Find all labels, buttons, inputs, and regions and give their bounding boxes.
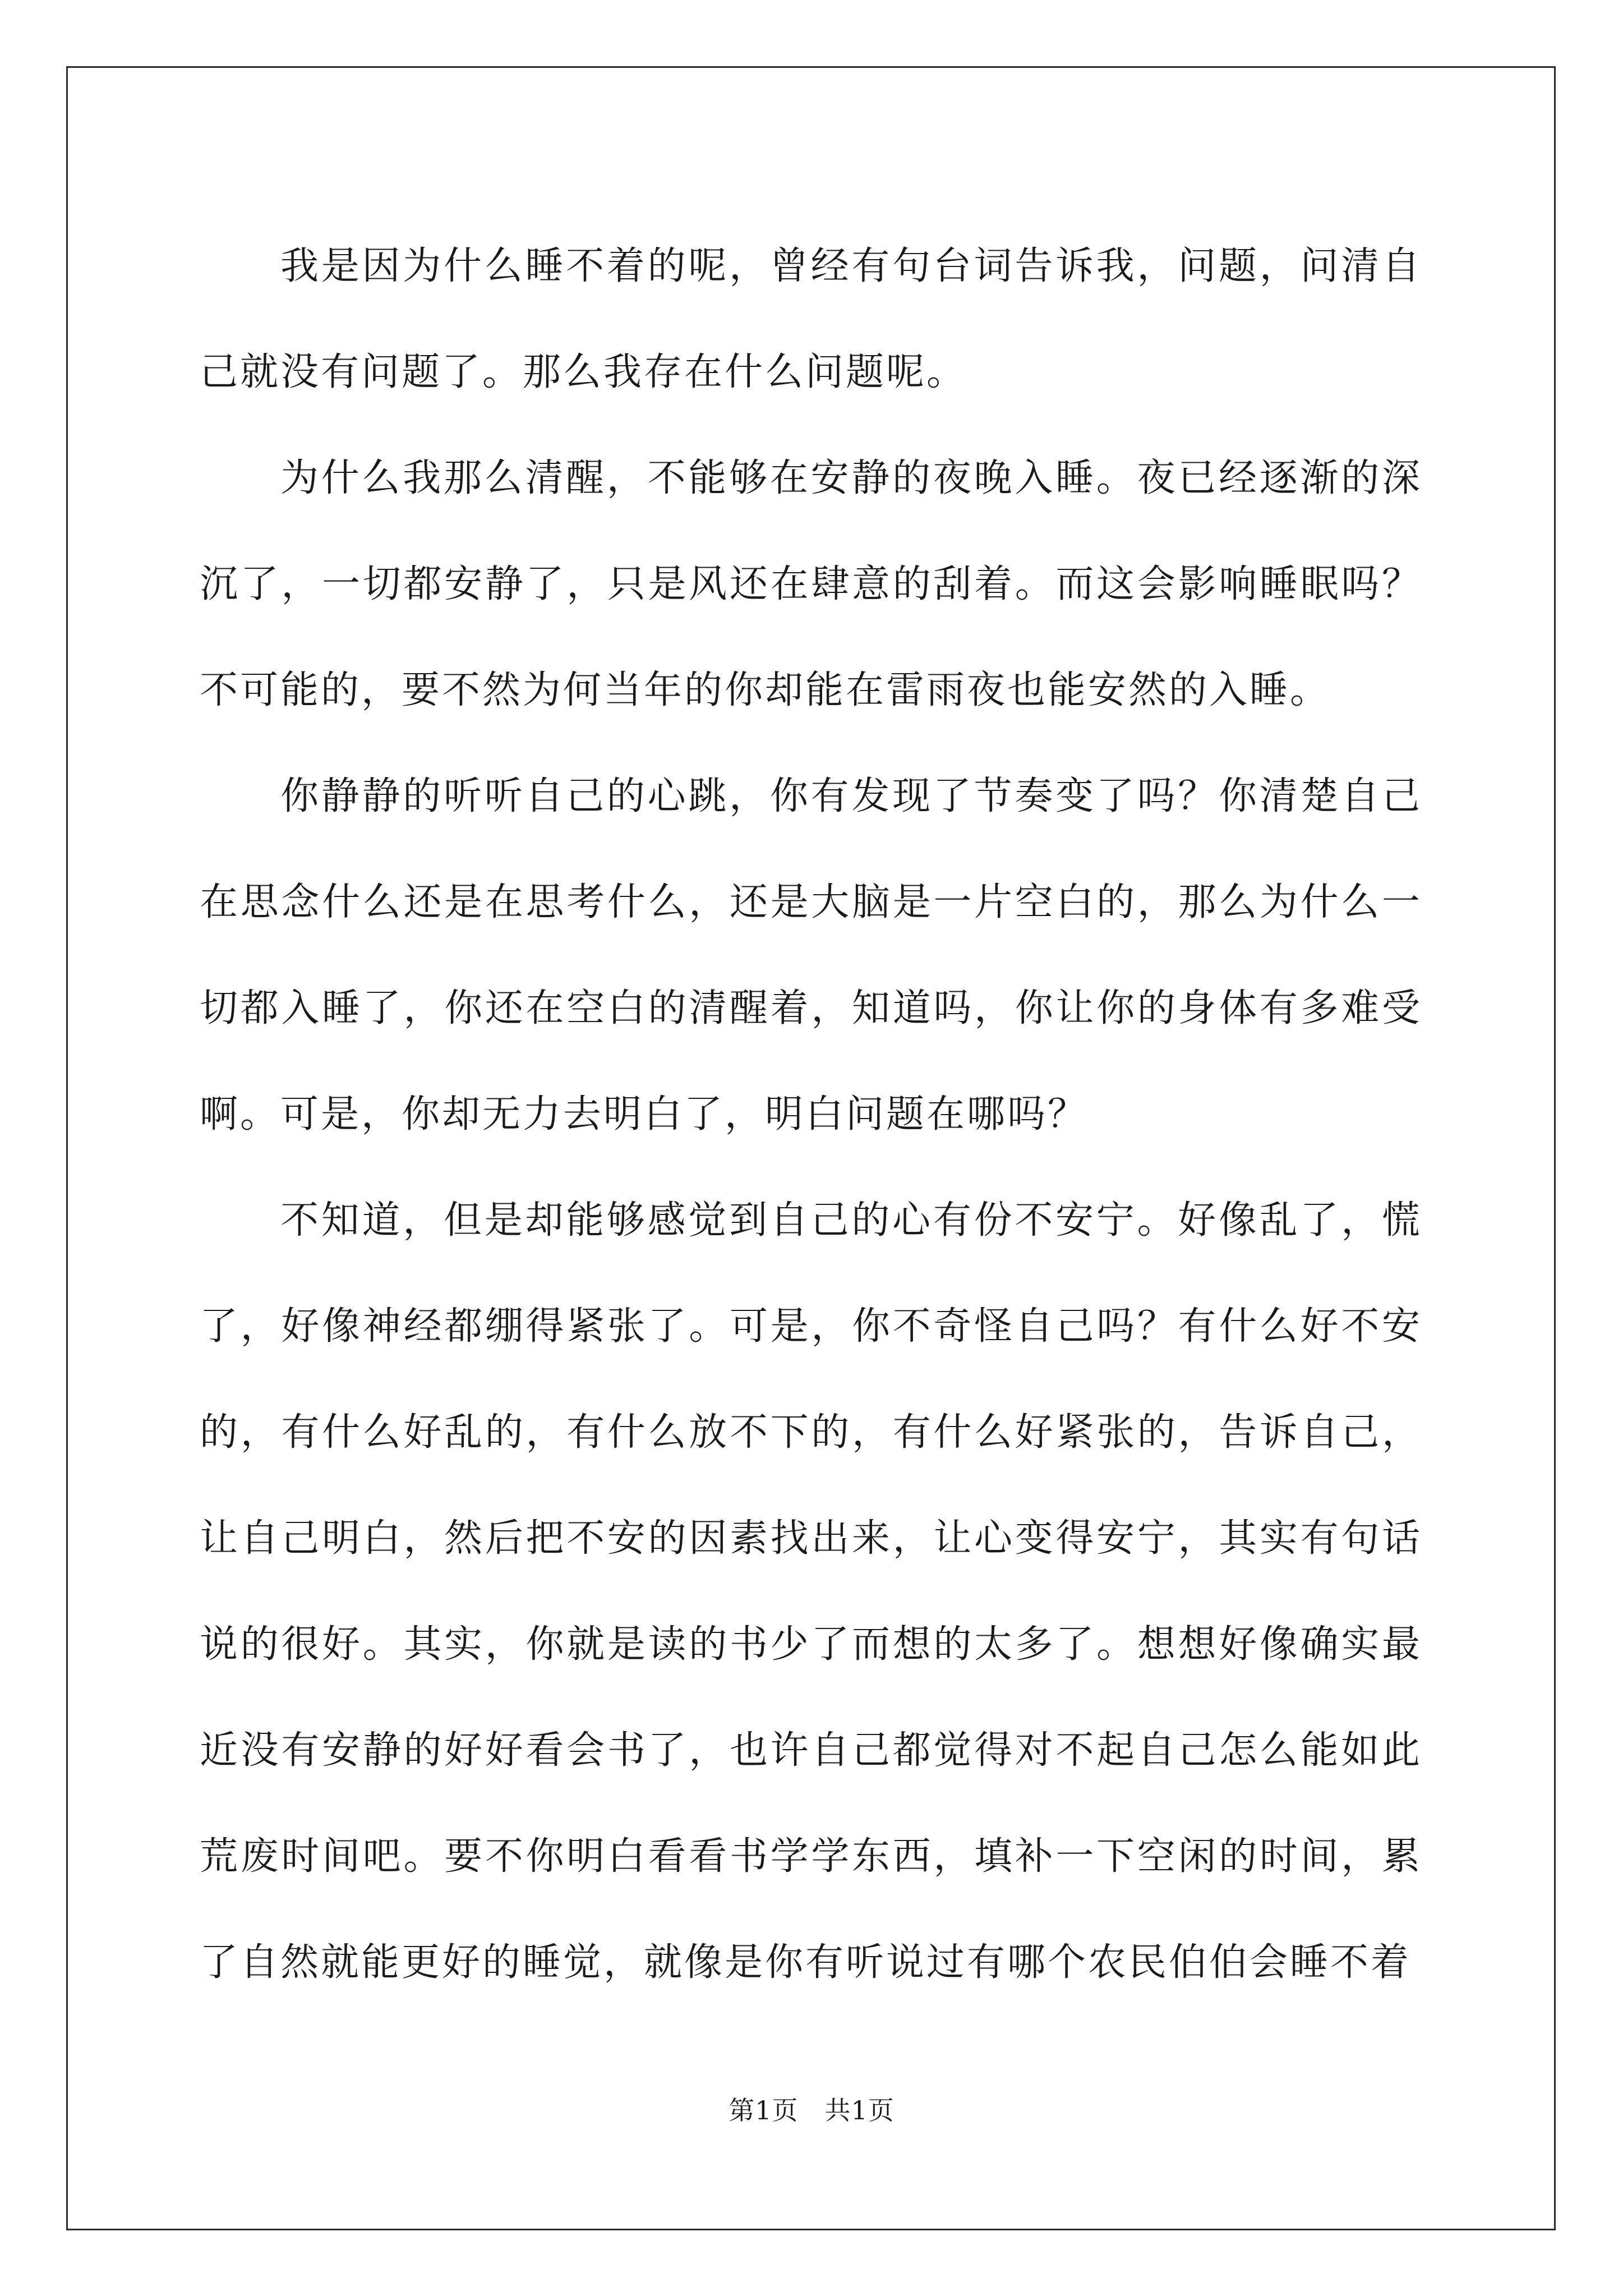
page-number-footer: 第1页 共1页	[728, 2095, 895, 2125]
paragraph: 为什么我那么清醒，不能够在安静的夜晚入睡。夜已经逐渐的深沉了，一切都安静了，只是风还在肆意的刮着。而这会影响睡眠吗？不可能的，要不然为何当年的你却能在雷雨夜也能安然的入睡。	[200, 456, 1422, 712]
paragraph: 我是因为什么睡不着的呢，曾经有句台词告诉我，问题，问清自己就没有问题了。那么我存在什么问题呢。	[200, 244, 1422, 394]
document-body	[200, 213, 1422, 2016]
paragraph: 你静静的听听自己的心跳，你有发现了节奏变了吗？你清楚自己在思念什么还是在思考什么，还是大脑是一片空白的，那么为什么一切都入睡了，你还在空白的清醒着，知道吗，你让你的身体有多难受啊。可是，你却无力去明白了，明白问题在哪吗？	[200, 774, 1422, 1137]
paragraph: 不知道，但是却能够感觉到自己的心有份不安宁。好像乱了，慌了，好像神经都绷得紧张了。可是，你不奇怪自己吗？有什么好不安的，有什么好乱的，有什么放不下的，有什么好紧张的，告诉自己，让自己明白，然后把不安的因素找出来，让心变得安宁，其实有句话说的很好。其实，你就是读的书少了而想的太多了。想想好像确实最近没有安静的好好看会书了，也许自己都觉得对不起自己怎么能如此荒废时间吧。要不你明白看看书学学东西，填补一下空闲的时间，累了自然就能更好的睡觉，就像是你有听说过有哪个农民伯伯会睡不着	[200, 1198, 1422, 1985]
